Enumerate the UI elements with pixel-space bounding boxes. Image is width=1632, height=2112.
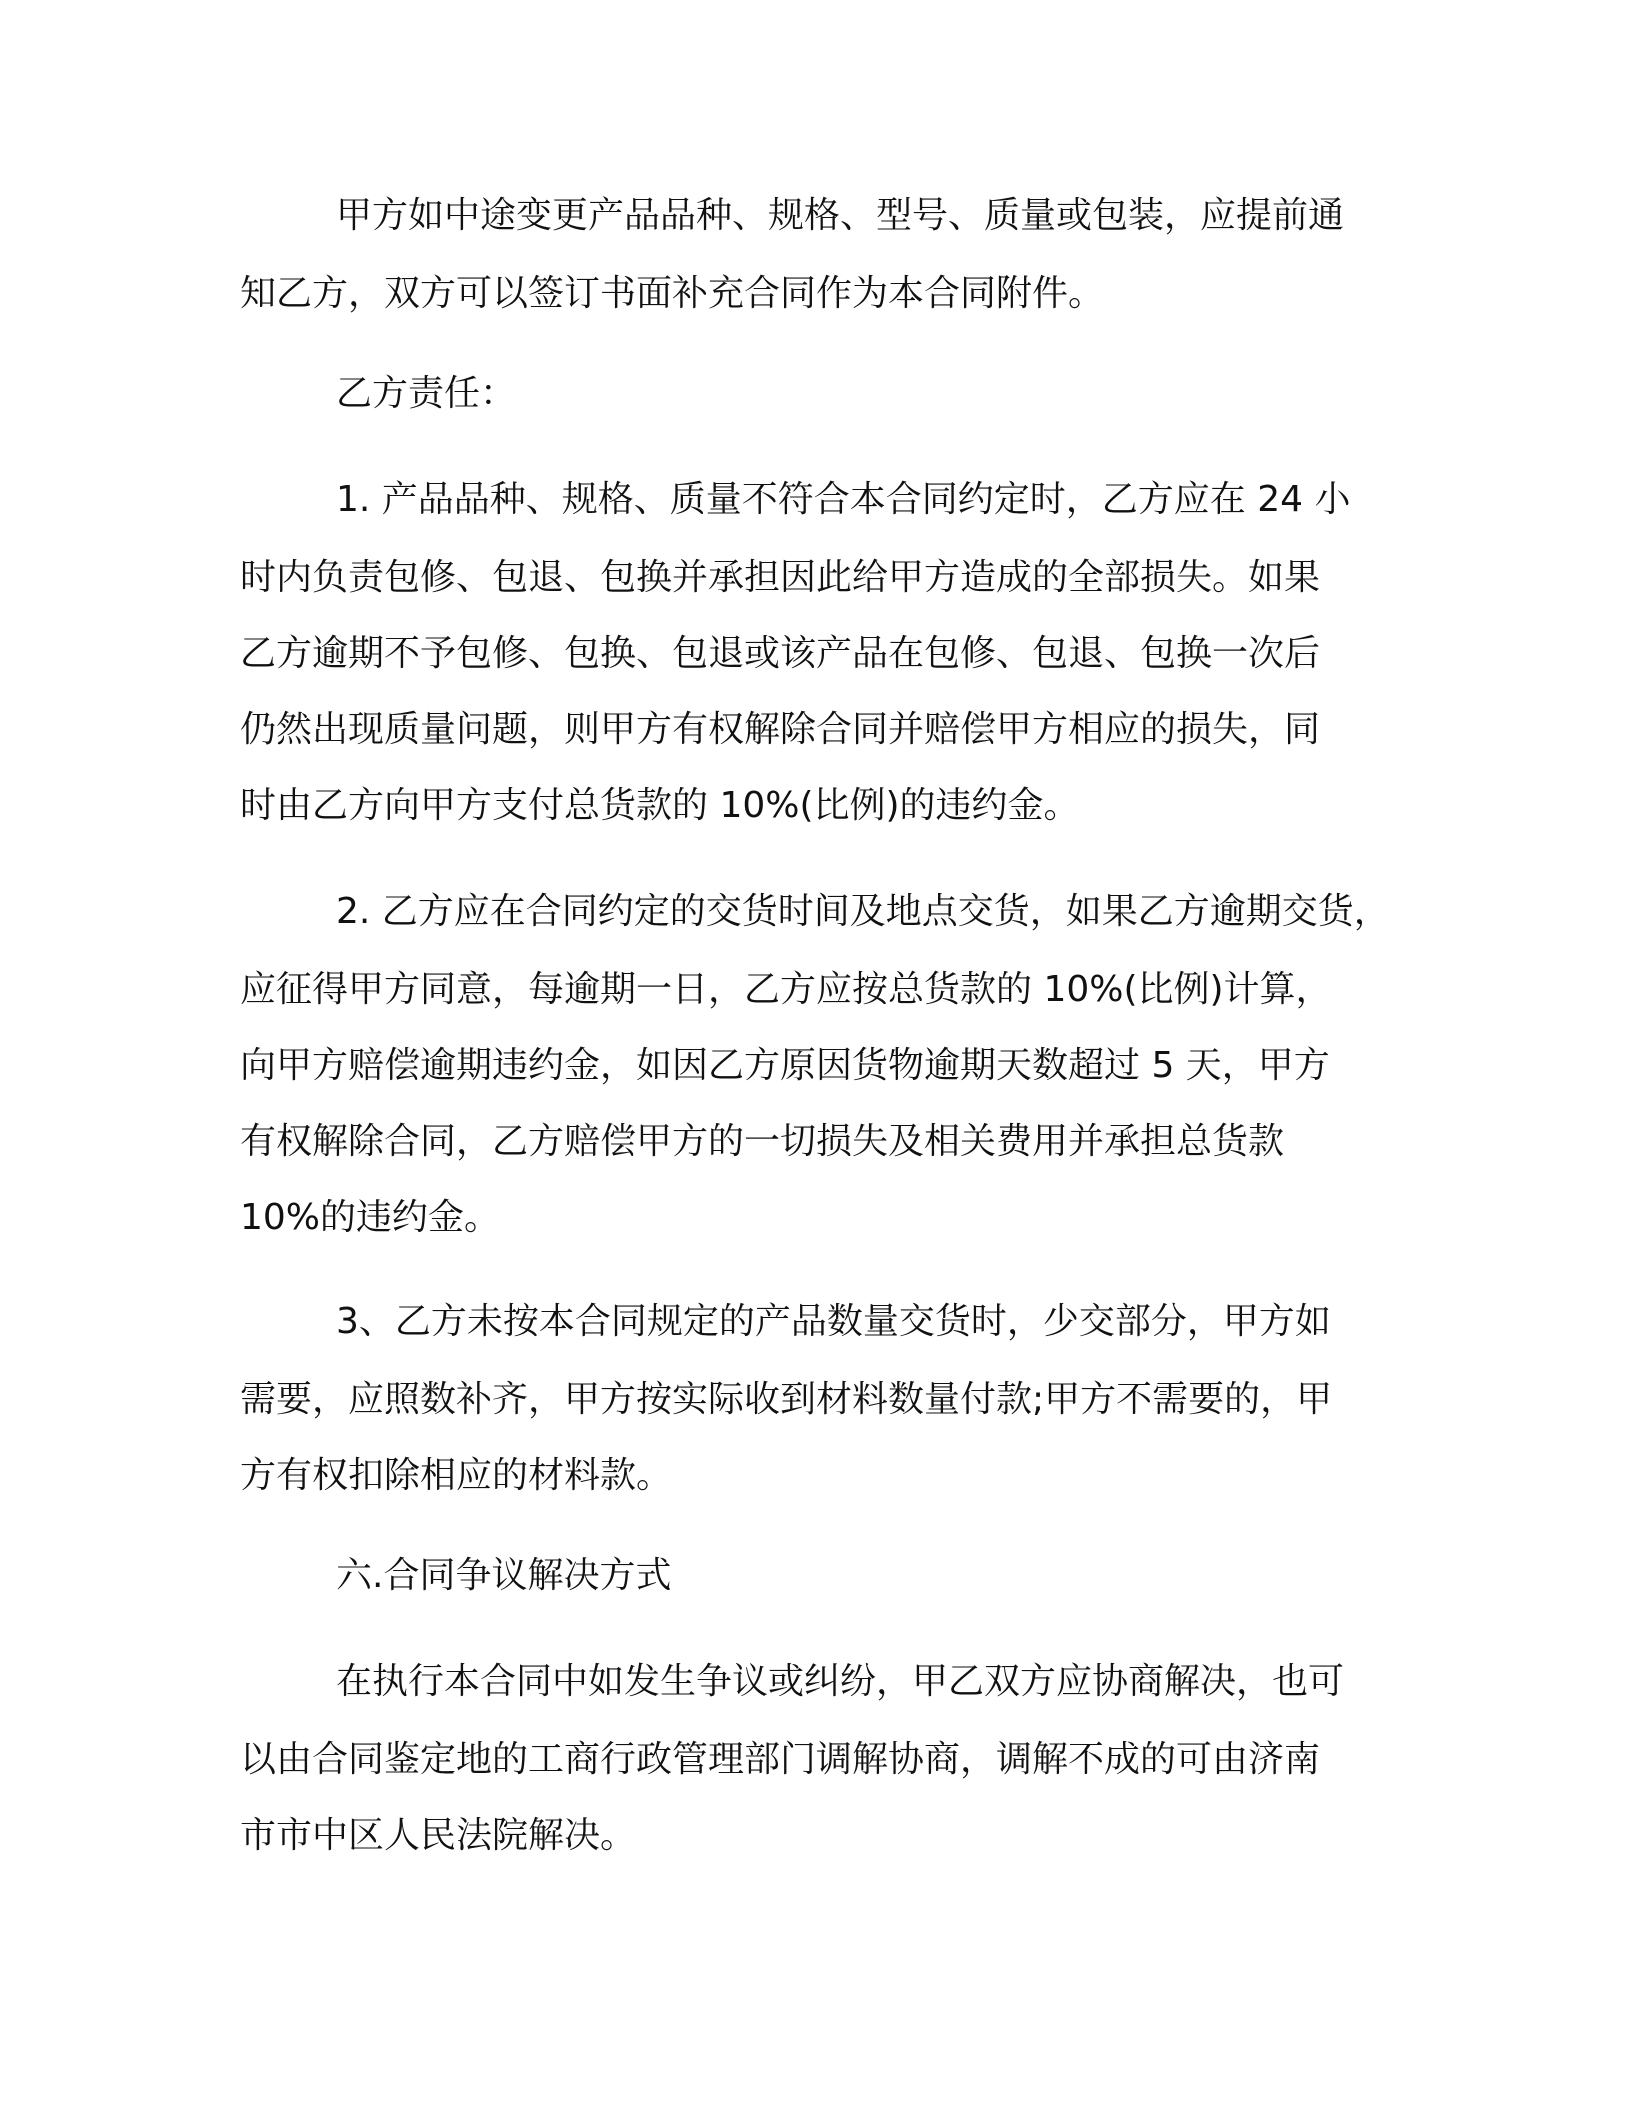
- paragraph-line: 需要，应照数补齐，甲方按实际收到材料数量付款;甲方不需要的，甲: [240, 1379, 1333, 1420]
- paragraph-line: 3、乙方未按本合同规定的产品数量交货时，少交部分，甲方如: [336, 1301, 1331, 1342]
- paragraph-line: 以由合同鉴定地的工商行政管理部门调解协商，调解不成的可由济南: [240, 1739, 1321, 1780]
- paragraph-line: 时由乙方向甲方支付总货款的 10%(比例)的违约金。: [240, 785, 1080, 826]
- paragraph-line: 仍然出现质量问题，则甲方有权解除合同并赔偿甲方相应的损失，同: [240, 709, 1321, 750]
- paragraph-line: 向甲方赔偿逾期违约金，如因乙方原因货物逾期天数超过 5 天，甲方: [240, 1045, 1330, 1086]
- paragraph-line: 2. 乙方应在合同约定的交货时间及地点交货，如果乙方逾期交货，: [336, 891, 1390, 932]
- paragraph-line: 方有权扣除相应的材料款。: [240, 1455, 673, 1496]
- section-heading: 六.合同争议解决方式: [336, 1555, 672, 1596]
- paragraph-line: 10%的违约金。: [240, 1197, 501, 1238]
- paragraph-line: 知乙方，双方可以签订书面补充合同作为本合同附件。: [240, 273, 1105, 314]
- paragraph-line: 时内负责包修、包退、包换并承担因此给甲方造成的全部损失。如果: [240, 557, 1321, 598]
- paragraph-line: 在执行本合同中如发生争议或纠纷，甲乙双方应协商解决，也可: [336, 1661, 1345, 1702]
- paragraph-line: 1. 产品品种、规格、质量不符合本合同约定时，乙方应在 24 小: [336, 479, 1351, 520]
- paragraph-line: 甲方如中途变更产品品种、规格、型号、质量或包装，应提前通: [336, 195, 1345, 236]
- section-heading: 乙方责任：: [336, 373, 517, 414]
- paragraph-line: 有权解除合同，乙方赔偿甲方的一切损失及相关费用并承担总货款: [240, 1121, 1285, 1162]
- paragraph-line: 乙方逾期不予包修、包换、包退或该产品在包修、包退、包换一次后: [240, 633, 1321, 674]
- paragraph-line: 市市中区人民法院解决。: [240, 1815, 637, 1856]
- paragraph-line: 应征得甲方同意，每逾期一日，乙方应按总货款的 10%(比例)计算，: [240, 969, 1332, 1010]
